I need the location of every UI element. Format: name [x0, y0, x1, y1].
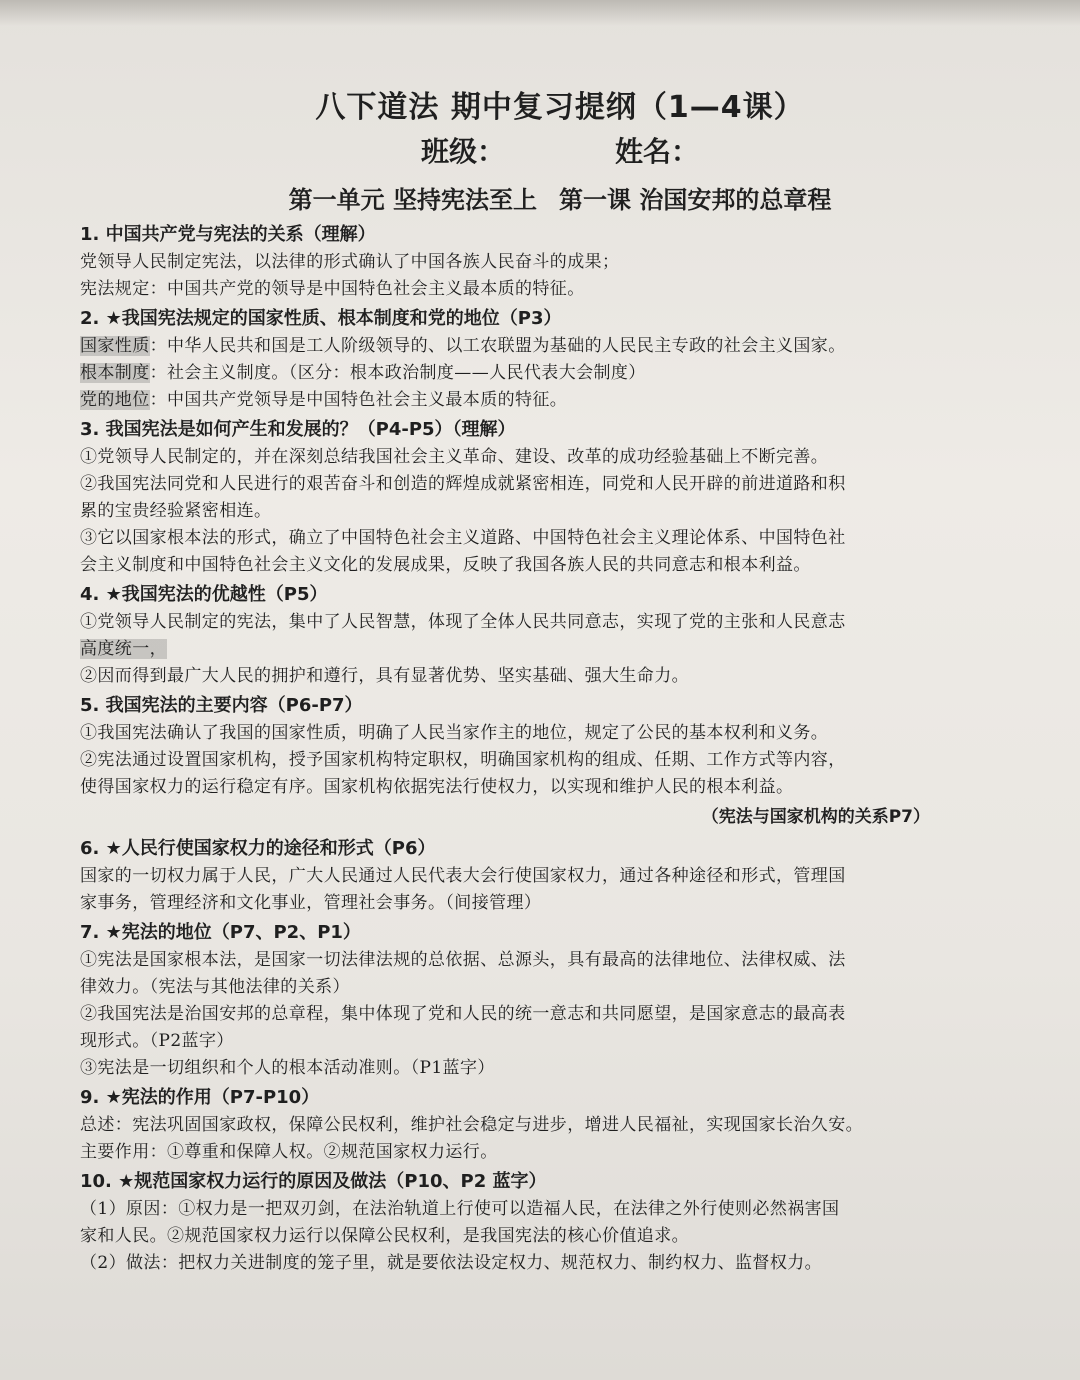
- body-line: 律效力。（宪法与其他法律的关系）: [80, 977, 350, 997]
- body-line: 累的宝贵经验紧密相连。: [80, 501, 272, 521]
- section-2: [80, 305, 1040, 414]
- body-line: ①党领导人民制定的，并在深刻总结我国社会主义革命、建设、改革的成功经验基础上不断完善。: [80, 447, 829, 467]
- page-title: 八下道法 期中复习提纲（1—4课）: [315, 90, 805, 125]
- body-line: 党的地位：中国共产党领导是中国特色社会主义最本质的特征。: [80, 390, 568, 410]
- section-heading: 10. ★规范国家权力运行的原因及做法（P10、P2 蓝字）: [80, 1171, 547, 1192]
- body-line: ②我国宪法是治国安邦的总章程，集中体现了党和人民的统一意志和共同愿望，是国家意志的最高表: [80, 1004, 846, 1024]
- section-heading: 5. 我国宪法的主要内容（P6-P7）: [80, 695, 363, 716]
- section-10: [80, 1168, 1040, 1277]
- section-5: [80, 692, 1040, 831]
- body-line: 现形式。（P2蓝字）: [80, 1031, 234, 1051]
- section-1: [80, 221, 1040, 303]
- section-3: [80, 416, 1040, 579]
- body-line: （2）做法：把权力关进制度的笼子里，就是要依法设定权力、规范权力、制约权力、监督权力。: [80, 1253, 823, 1273]
- lesson-label: 第一课 治国安邦的总章程: [559, 186, 832, 214]
- body-line: 会主义制度和中国特色社会主义文化的发展成果，反映了我国各族人民的共同意志和根本利益。: [80, 555, 811, 575]
- section-heading: 6. ★人民行使国家权力的途径和形式（P6）: [80, 838, 436, 859]
- class-label: 班级：: [420, 135, 505, 168]
- body-line: 党领导人民制定宪法，以法律的形式确认了中国各族人民奋斗的成果；: [80, 252, 620, 272]
- body-line: 国家性质：中华人民共和国是工人阶级领导的、以工农联盟为基础的人民民主专政的社会主义国家。: [80, 336, 846, 356]
- body-line: ②宪法通过设置国家机构，授予国家机构特定职权，明确国家机构的组成、任期、工作方式等内容，: [80, 750, 846, 770]
- student-info-row: [80, 130, 1040, 170]
- unit-label: 第一单元 坚持宪法至上: [288, 186, 537, 214]
- body-line: 宪法规定：中国共产党的领导是中国特色社会主义最本质的特征。: [80, 279, 585, 299]
- section-9: [80, 1084, 1040, 1166]
- body-line: ①我国宪法确认了我国的国家性质，明确了人民当家作主的地位，规定了公民的基本权利和义务。: [80, 723, 829, 743]
- body-line: ①党领导人民制定的宪法，集中了人民智慧，体现了全体人民共同意志，实现了党的主张和人民意志: [80, 612, 846, 632]
- body-line: 家和人民。②规范国家权力运行以保障公民权利，是我国宪法的核心价值追求。: [80, 1226, 689, 1246]
- section-7: [80, 919, 1040, 1082]
- section-heading: 9. ★宪法的作用（P7-P10）: [80, 1087, 320, 1108]
- body-line: 使得国家权力的运行稳定有序。国家机构依据宪法行使权力，以实现和维护人民的根本利益。: [80, 777, 794, 797]
- highlight-term: 党的地位: [80, 390, 150, 410]
- bleed-through-strip: [0, 0, 1080, 26]
- unit-title: [80, 180, 1040, 215]
- body-line: 根本制度：社会主义制度。（区分：根本政治制度——人民代表大会制度）: [80, 363, 646, 383]
- section-heading: 3. 我国宪法是如何产生和发展的？（P4-P5）（理解）: [80, 419, 516, 440]
- body-line: 总述：宪法巩固国家政权，保障公民权利，维护社会稳定与进步，增进人民福祉，实现国家长治久安。: [80, 1115, 863, 1135]
- body-line: 家事务，管理经济和文化事业，管理社会事务。（间接管理）: [80, 893, 542, 913]
- section-heading: 4. ★我国宪法的优越性（P5）: [80, 584, 328, 605]
- body-line: ③宪法是一切组织和个人的根本活动准则。（P1蓝字）: [80, 1058, 495, 1078]
- name-label: 姓名：: [615, 135, 700, 168]
- section-heading: 2. ★我国宪法规定的国家性质、根本制度和党的地位（P3）: [80, 308, 562, 329]
- highlight-term: 国家性质: [80, 336, 150, 356]
- body-line: ②我国宪法同党和人民进行的艰苦奋斗和创造的辉煌成就紧密相连，同党和人民开辟的前进道路和积: [80, 474, 846, 494]
- section-6: [80, 835, 1040, 917]
- section-note: （宪法与国家机构的关系P7）: [701, 807, 930, 827]
- body-line: 主要作用：①尊重和保障人权。②规范国家权力运行。: [80, 1142, 498, 1162]
- section-heading: 1. 中国共产党与宪法的关系（理解）: [80, 224, 376, 245]
- body-line: 国家的一切权力属于人民，广大人民通过人民代表大会行使国家权力，通过各种途径和形式，管理国: [80, 866, 846, 886]
- highlight-term: 根本制度: [80, 363, 150, 383]
- section-4: [80, 581, 1040, 690]
- body-line: 高度统一，: [80, 639, 167, 659]
- section-heading: 7. ★宪法的地位（P7、P2、P1）: [80, 922, 361, 943]
- body-line: ①宪法是国家根本法，是国家一切法律法规的总依据、总源头，具有最高的法律地位、法律权威、法: [80, 950, 846, 970]
- body-line: （1）原因：①权力是一把双刃剑，在法治轨道上行使可以造福人民，在法律之外行使则必然祸害国: [80, 1199, 840, 1219]
- body-line: ③它以国家根本法的形式，确立了中国特色社会主义道路、中国特色社会主义理论体系、中国特色社: [80, 528, 846, 548]
- body-line: ②因而得到最广大人民的拥护和遵行，具有显著优势、坚实基础、强大生命力。: [80, 666, 689, 686]
